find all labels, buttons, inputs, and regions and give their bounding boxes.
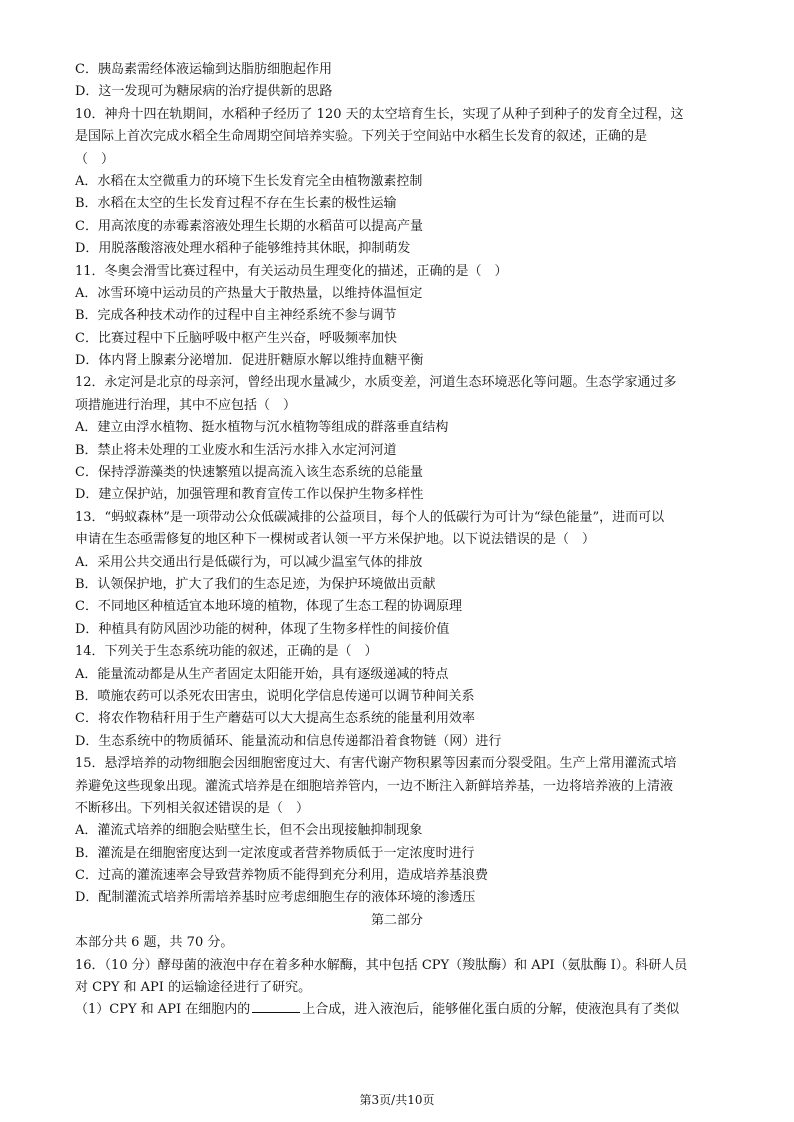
question-16-title-cont: 对 CPY 和 API 的运输途径进行了研究。 <box>75 980 312 996</box>
part-1-text-before: （1）CPY 和 API 在细胞内的 <box>75 1002 251 1018</box>
question-15-title-cont: 不断移出。下列相关叙述错误的是（ ） <box>75 800 310 816</box>
option-b: B．灌流是在细胞密度达到一定浓度或者营养物质低于一定浓度时进行 <box>75 845 475 861</box>
option-a: A．冰雪环境中运动员的产热量大于散热量，以维持体温恒定 <box>75 285 423 301</box>
option-d: D．种植具有防风固沙功能的树种，体现了生物多样性的间接价值 <box>75 621 450 637</box>
part-1-text-after: 上合成，进入液泡后，能够催化蛋白质的分解，使液泡具有了类似 <box>302 1002 680 1018</box>
question-13-title: 13．“蚂蚁森林”是一项带动公众低碳减排的公益项目，每个人的低碳行为可计为“绿色能量”，进而可以 <box>75 509 665 525</box>
fill-in-blank[interactable] <box>252 1000 300 1013</box>
option-b: B．喷施农药可以杀死农田害虫，说明化学信息传递可以调节种间关系 <box>75 688 475 704</box>
option-a: A．水稻在太空微重力的环境下生长发育完全由植物激素控制 <box>75 173 423 189</box>
question-10-title-cont: 是国际上首次完成水稻全生命周期空间培养实验。下列关于空间站中水稻生长发育的叙述，正确的是 <box>75 129 648 145</box>
option-c: C．比赛过程中下丘脑呼吸中枢产生兴奋，呼吸频率加快 <box>75 330 397 346</box>
option-d: D．建立保护站，加强管理和教育宣传工作以保护生物多样性 <box>75 487 424 503</box>
option-b: B．水稻在太空的生长发育过程不存在生长素的极性运输 <box>75 196 397 212</box>
option-c: C．将农作物秸秆用于生产蘑菇可以大大提高生态系统的能量利用效率 <box>75 711 475 727</box>
question-13-title-cont: 申请在生态亟需修复的地区种下一棵树或者认领一平方米保护地。以下说法错误的是（ ） <box>75 532 596 548</box>
question-12-title: 12．永定河是北京的母亲河，曾经出现水量减少，水质变差，河道生态环境恶化等问题。生态学家通过多 <box>75 375 677 391</box>
option-a: A．灌流式培养的细胞会贴壁生长，但不会出现接触抑制现象 <box>75 823 423 839</box>
option-c: C．过高的灌流速率会导致营养物质不能得到充分利用，造成培养基浪费 <box>75 868 488 884</box>
option-a: A．建立由浮水植物、挺水植物与沉水植物等组成的群落垂直结构 <box>75 420 449 436</box>
question-10-title: 10．神舟十四在轨期间，水稻种子经历了 120 天的太空培育生长，实现了从种子到种子的发育全过程，这 <box>75 106 684 122</box>
option-d: D．用脱落酸溶液处理水稻种子能够维持其休眠，抑制萌发 <box>75 241 411 257</box>
question-16-title: 16．（10 分）酵母菌的液泡中存在着多种水解酶，其中包括 CPY（羧肽酶）和 API（氨肽酶 I）。科研人员 <box>75 957 688 973</box>
option-d: D．生态系统中的物质循环、能量流动和信息传递都沿着食物链（网）进行 <box>75 733 502 749</box>
text-line: C．胰岛素需经体液运输到达脂肪细胞起作用 <box>75 62 332 77</box>
option-c: C．保持浮游藻类的快速繁殖以提高流入该生态系统的总能量 <box>75 465 423 481</box>
question-14-title: 14．下列关于生态系统功能的叙述，正确的是（ ） <box>75 644 378 660</box>
option-a: A．能量流动都是从生产者固定太阳能开始，具有逐级递减的特点 <box>75 666 449 682</box>
question-16-part-1 <box>75 1000 719 1019</box>
page-footer: 第3页/共10页 <box>359 1093 435 1107</box>
document-page <box>75 60 719 1023</box>
question-11-title: 11．冬奥会滑雪比赛过程中，有关运动员生理变化的描述，正确的是（ ） <box>75 263 508 279</box>
text-line: D．这一发现可为糖尿病的治疗提供新的思路 <box>75 84 333 100</box>
question-15-title-cont: 养避免这些现象出现。灌流式培养是在细胞培养管内，一边不断注入新鲜培养基，一边将培养液的上清液 <box>75 778 674 794</box>
question-12-title-cont: 项措施进行治理，其中不应包括（ ） <box>75 397 297 413</box>
option-b: B．禁止将未处理的工业废水和生活污水排入水定河河道 <box>75 442 397 458</box>
section-heading: 第二部分 <box>370 912 423 928</box>
section-intro: 本部分共 6 题，共 70 分。 <box>75 935 234 951</box>
question-15-title: 15．悬浮培养的动物细胞会因细胞密度过大、有害代谢产物积累等因素而分裂受阻。生产上常用灌流式培 <box>75 756 677 772</box>
option-a: A．采用公共交通出行是低碳行为，可以减少温室气体的排放 <box>75 554 423 570</box>
option-c: C．不同地区种植适宜本地环境的植物，体现了生态工程的协调原理 <box>75 599 462 615</box>
option-b: B．认领保护地，扩大了我们的生态足迹，为保护环境做出贡献 <box>75 576 436 592</box>
option-d: D．体内肾上腺素分泌增加．促进肝糖原水解以维持血糖平衡 <box>75 353 424 369</box>
answer-bracket: （ ） <box>75 151 115 167</box>
option-b: B．完成各种技术动作的过程中自主神经系统不参与调节 <box>75 308 397 324</box>
option-c: C．用高浓度的赤霉素溶液处理生长期的水稻苗可以提高产量 <box>75 218 423 234</box>
option-d: D．配制灌流式培养所需培养基时应考虑细胞生存的液体环境的渗透压 <box>75 890 476 906</box>
